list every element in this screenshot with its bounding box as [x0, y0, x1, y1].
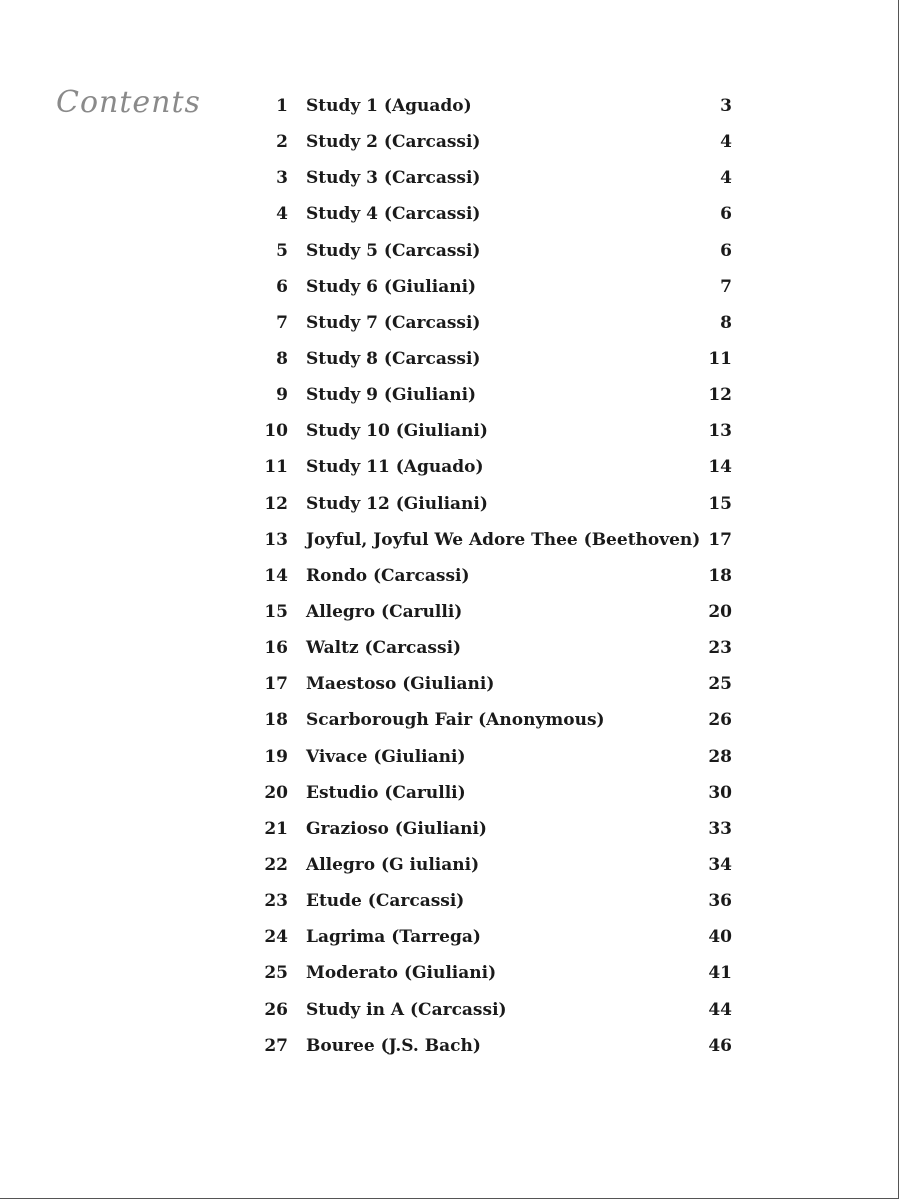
toc-entry[interactable]	[250, 168, 750, 204]
toc-entry-number: 25	[264, 963, 288, 984]
toc-entry-number: 5	[276, 240, 288, 261]
toc-entry-number: 13	[264, 529, 288, 550]
toc-entry-number: 4	[276, 204, 288, 225]
toc-entry-page: 25	[708, 674, 732, 695]
toc-entry-page: 26	[708, 710, 732, 731]
toc-entry-number: 23	[264, 891, 288, 912]
toc-entry-title: Study in A (Carcassi)	[306, 999, 507, 1020]
toc-entry[interactable]	[250, 710, 750, 746]
toc-entry[interactable]	[250, 494, 750, 530]
toc-entry[interactable]	[250, 96, 750, 132]
toc-entry-page: 17	[708, 529, 732, 550]
toc-entry-number: 22	[264, 854, 288, 875]
page-title: Contents	[56, 85, 201, 120]
toc-entry-title: Etude (Carcassi)	[306, 891, 465, 912]
toc-entry-page: 34	[708, 854, 732, 875]
toc-entry-number: 24	[264, 927, 288, 948]
toc-entry-number: 27	[264, 1035, 288, 1056]
toc-entry-page: 6	[720, 240, 732, 261]
toc-entry[interactable]	[250, 891, 750, 927]
toc-entry-page: 36	[708, 891, 732, 912]
toc-entry-number: 19	[264, 746, 288, 767]
toc-entry-title: Waltz (Carcassi)	[306, 638, 462, 659]
toc-entry[interactable]	[250, 385, 750, 421]
toc-entry-number: 11	[264, 457, 288, 478]
toc-entry-title: Study 8 (Carcassi)	[306, 348, 481, 369]
toc-entry-title: Study 4 (Carcassi)	[306, 204, 481, 225]
toc-entry-page: 3	[720, 96, 732, 116]
toc-entry-number: 7	[276, 312, 288, 333]
table-of-contents	[250, 96, 750, 1072]
toc-entry-number: 2	[276, 132, 288, 153]
toc-entry[interactable]	[250, 1036, 750, 1072]
toc-entry-title: Bouree (J.S. Bach)	[306, 1035, 481, 1056]
toc-entry-page: 14	[708, 457, 732, 478]
toc-entry-title: Study 1 (Aguado)	[306, 96, 472, 116]
toc-entry-number: 18	[264, 710, 288, 731]
toc-entry-page: 44	[708, 999, 732, 1020]
toc-entry-page: 15	[708, 493, 732, 514]
toc-entry-page: 7	[720, 276, 732, 297]
toc-entry-title: Moderato (Giuliani)	[306, 963, 497, 984]
toc-entry-title: Study 6 (Giuliani)	[306, 276, 477, 297]
toc-entry-title: Study 7 (Carcassi)	[306, 312, 481, 333]
toc-entry-page: 4	[720, 132, 732, 153]
toc-entry-title: Study 10 (Giuliani)	[306, 421, 488, 442]
toc-entry-title: Vivace (Giuliani)	[306, 746, 466, 767]
toc-entry-number: 14	[264, 565, 288, 586]
toc-entry-page: 4	[720, 168, 732, 189]
toc-entry[interactable]	[250, 457, 750, 493]
toc-entry-number: 6	[276, 276, 288, 297]
toc-entry-title: Study 9 (Giuliani)	[306, 385, 477, 406]
toc-entry[interactable]	[250, 241, 750, 277]
toc-entry-number: 26	[264, 999, 288, 1020]
toc-entry-title: Study 5 (Carcassi)	[306, 240, 481, 261]
toc-entry-page: 23	[708, 638, 732, 659]
toc-entry[interactable]	[250, 638, 750, 674]
toc-entry[interactable]	[250, 747, 750, 783]
toc-entry-page: 20	[708, 601, 732, 622]
toc-entry-page: 11	[708, 348, 732, 369]
toc-entry-number: 20	[264, 782, 288, 803]
toc-entry[interactable]	[250, 1000, 750, 1036]
toc-entry-page: 28	[708, 746, 732, 767]
toc-entry-title: Study 12 (Giuliani)	[306, 493, 488, 514]
toc-entry-number: 16	[264, 638, 288, 659]
toc-entry-title: Maestoso (Giuliani)	[306, 674, 495, 695]
toc-entry-page: 30	[708, 782, 732, 803]
toc-entry[interactable]	[250, 132, 750, 168]
toc-entry[interactable]	[250, 927, 750, 963]
toc-entry-number: 8	[276, 348, 288, 369]
toc-entry-title: Rondo (Carcassi)	[306, 565, 470, 586]
toc-entry-number: 9	[276, 385, 288, 406]
toc-entry[interactable]	[250, 783, 750, 819]
toc-entry-title: Lagrima (Tarrega)	[306, 927, 481, 948]
toc-entry[interactable]	[250, 313, 750, 349]
toc-entry[interactable]	[250, 674, 750, 710]
toc-entry[interactable]	[250, 530, 750, 566]
toc-entry[interactable]	[250, 421, 750, 457]
toc-entry-number: 15	[264, 601, 288, 622]
toc-entry-title: Study 11 (Aguado)	[306, 457, 484, 478]
toc-entry-title: Study 3 (Carcassi)	[306, 168, 481, 189]
toc-entry-page: 46	[708, 1035, 732, 1056]
toc-entry-number: 12	[264, 493, 288, 514]
toc-entry[interactable]	[250, 204, 750, 240]
toc-entry-number: 10	[264, 421, 288, 442]
toc-entry-page: 41	[708, 963, 732, 984]
toc-entry-title: Allegro (G iuliani)	[306, 854, 480, 875]
toc-entry-title: Estudio (Carulli)	[306, 782, 466, 803]
toc-entry[interactable]	[250, 819, 750, 855]
toc-entry-page: 33	[708, 818, 732, 839]
toc-entry-page: 18	[708, 565, 732, 586]
toc-entry[interactable]	[250, 855, 750, 891]
toc-entry[interactable]	[250, 602, 750, 638]
toc-entry[interactable]	[250, 277, 750, 313]
toc-entry-number: 3	[276, 168, 288, 189]
toc-entry-title: Study 2 (Carcassi)	[306, 132, 481, 153]
toc-entry-page: 40	[708, 927, 732, 948]
toc-entry-number: 1	[276, 96, 288, 116]
toc-entry-title: Grazioso (Giuliani)	[306, 818, 487, 839]
toc-entry[interactable]	[250, 349, 750, 385]
toc-entry-page: 13	[708, 421, 732, 442]
toc-entry-title: Scarborough Fair (Anonymous)	[306, 710, 605, 731]
toc-entry-page: 12	[708, 385, 732, 406]
toc-entry[interactable]	[250, 963, 750, 999]
toc-entry-page: 6	[720, 204, 732, 225]
toc-entry-number: 21	[264, 818, 288, 839]
toc-entry-title: Joyful, Joyful We Adore Thee (Beethoven)	[306, 529, 701, 550]
toc-entry-title: Allegro (Carulli)	[306, 601, 463, 622]
toc-entry-page: 8	[720, 312, 732, 333]
toc-entry-number: 17	[264, 674, 288, 695]
toc-entry[interactable]	[250, 566, 750, 602]
